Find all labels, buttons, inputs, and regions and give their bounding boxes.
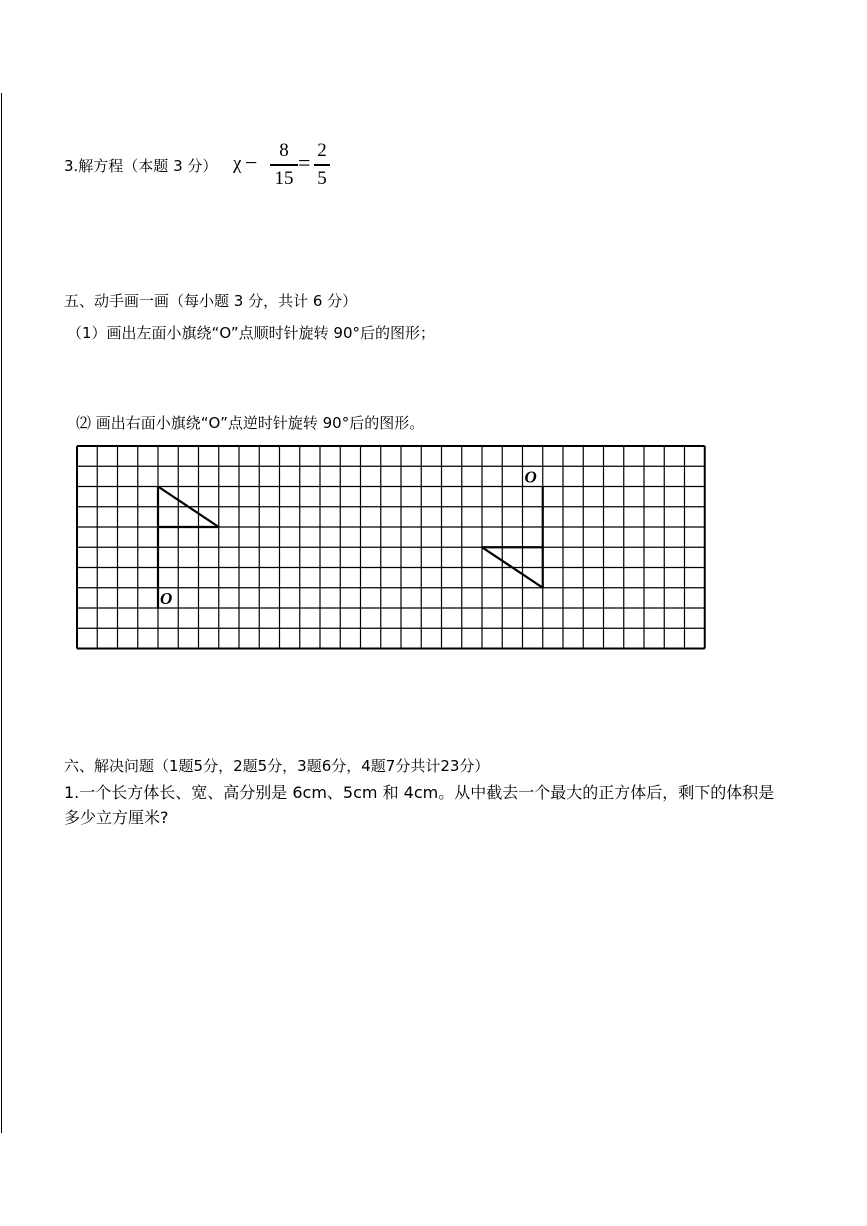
q3-fraction-2-numerator: 2 (317, 140, 327, 161)
grid-lines (77, 446, 705, 649)
drawing-grid (75, 444, 709, 650)
section6-q1-line1: 1.一个长方体长、宽、高分别是 6cm、5cm 和 4cm。从中截去一个最大的正方体后，剩下的体积是 (64, 783, 775, 802)
q3-fraction-1-numerator: 8 (279, 140, 289, 161)
q3-fraction-1 (270, 140, 298, 190)
right-flag (482, 487, 543, 588)
q3-equals-sign: = (298, 150, 311, 175)
section6-title: 六、解决问题（1题5分，2题5分，3题6分，4题7分共计23分） (64, 757, 490, 775)
page-margin-line (1, 93, 2, 1133)
q3-fraction-2-denominator: 5 (317, 167, 327, 189)
q3-fraction-1-bar (270, 164, 298, 166)
q3-minus-sign: − (245, 150, 258, 175)
left-point-label-o: O (160, 588, 173, 608)
section5-item2: ⑵ 画出右面小旗绕“O”点逆时针旋转 90°后的图形。 (76, 414, 425, 432)
q3-variable: χ (233, 153, 242, 174)
q3-fraction-2 (314, 140, 330, 190)
q3-fraction-1-denominator: 15 (274, 167, 294, 189)
q3-fraction-2-bar (314, 164, 330, 166)
section5-title: 五、动手画一画（每小题 3 分，共计 6 分） (64, 292, 358, 310)
q3-label: 3.解方程（本题 3 分） (64, 157, 218, 175)
right-point-label-o: O (524, 467, 537, 487)
section6-q1-line2: 多少立方厘米? (64, 808, 169, 827)
section5-item1: （1）画出左面小旗绕“O”点顺时针旋转 90°后的图形； (67, 324, 435, 342)
